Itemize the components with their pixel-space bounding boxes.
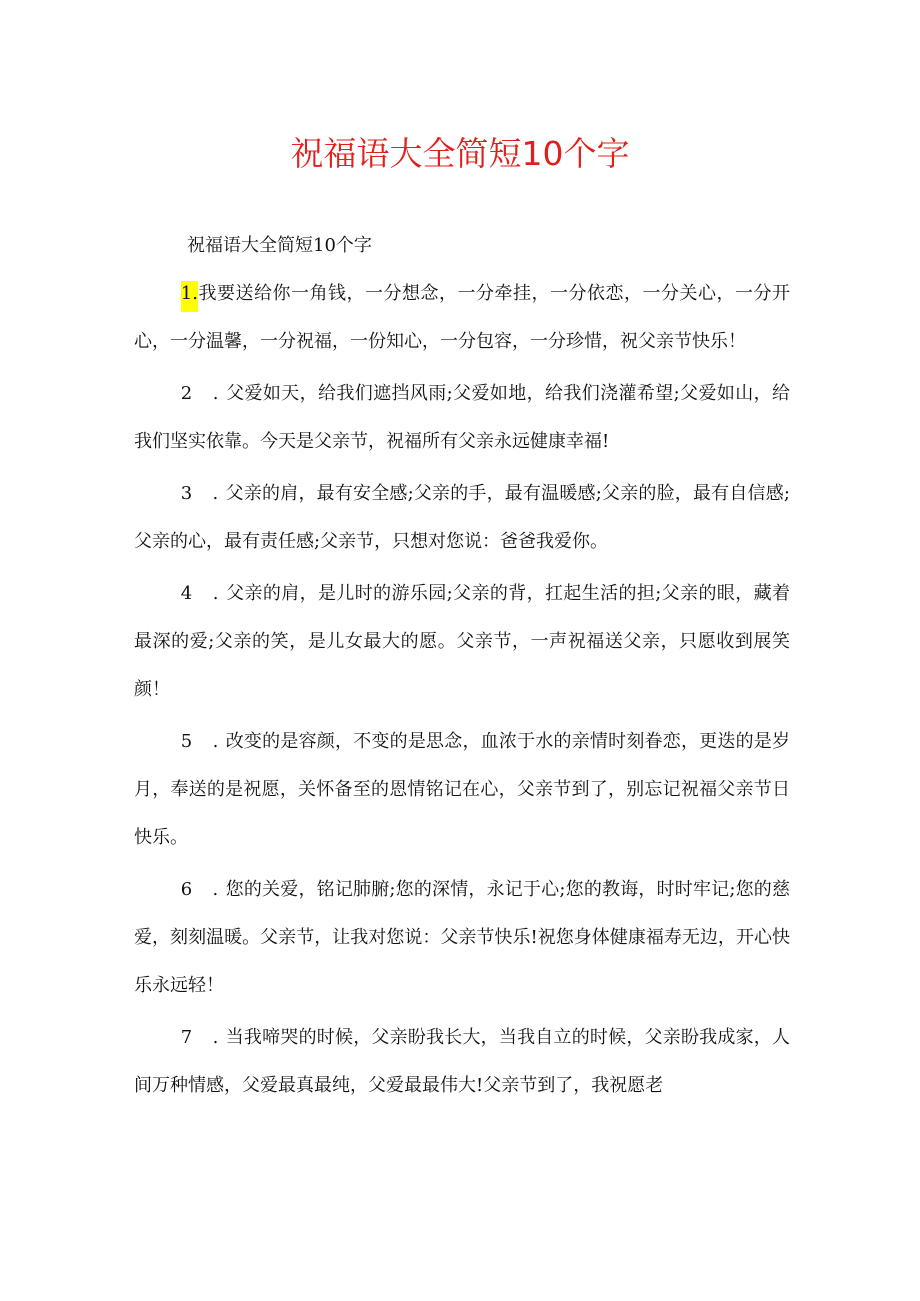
paragraph-text: 当我啼哭的时候，父亲盼我长大，当我自立的时候，父亲盼我成家，人间万种情感，父爱最真最纯，父爱最最伟大!父亲节到了，我祝愿老 [134,1027,791,1096]
paragraph-text: 我要送给你一角钱，一分想念，一分牵挂，一分依恋，一分关心，一分开心，一分温馨，一分祝福，一份知心，一分包容，一分珍惜，祝父亲节快乐！ [134,283,790,352]
document-subtitle: 祝福语大全简短10个字 [187,235,372,256]
paragraph-number: 7 . [180,1027,226,1048]
paragraph-3 [134,470,790,566]
paragraph-text: 父亲的肩，是儿时的游乐园;父亲的背，扛起生活的担;父亲的眼，藏着最深的爱;父亲的笑，是儿女最大的愿。父亲节，一声祝福送父亲，只愿收到展笑颜！ [134,583,790,700]
paragraph-6 [134,866,790,1010]
paragraph-5 [134,718,790,862]
paragraph-text: 改变的是容颜，不变的是思念，血浓于水的亲情时刻眷恋，更迭的是岁月，奉送的是祝愿，关怀备至的恩情铭记在心，父亲节到了，别忘记祝福父亲节日快乐。 [134,731,791,848]
document-title: 祝福语大全简短10个字 [290,134,630,173]
paragraph-2 [134,370,790,466]
paragraph-7 [134,1014,790,1110]
paragraph-text: 您的关爱，铭记肺腑;您的深情，永记于心;您的教诲，时时牢记;您的慈爱，刻刻温暖。父亲节，让我对您说：父亲节快乐!祝您身体健康福寿无边，开心快乐永远轻！ [134,879,790,996]
document-body [134,270,790,1114]
paragraph-text: 父爱如天，给我们遮挡风雨;父爱如地，给我们浇灌希望;父爱如山，给我们坚实依靠。今天是父亲节，祝福所有父亲永远健康幸福! [134,383,790,452]
paragraph-4 [134,570,790,714]
paragraph-number: 6 . [180,879,226,900]
highlighted-number: 1. [181,281,198,312]
paragraph-number: 5 . [180,731,226,752]
paragraph-text: 父亲的肩，最有安全感;父亲的手，最有温暖感;父亲的脸，最有自信感;父亲的心，最有责任感;父亲节，只想对您说：爸爸我爱你。 [134,483,790,552]
paragraph-number: 3 . [180,483,226,504]
paragraph-number: 2 . [180,383,226,404]
paragraph-number: 4 . [180,583,226,604]
paragraph-1 [134,270,790,366]
